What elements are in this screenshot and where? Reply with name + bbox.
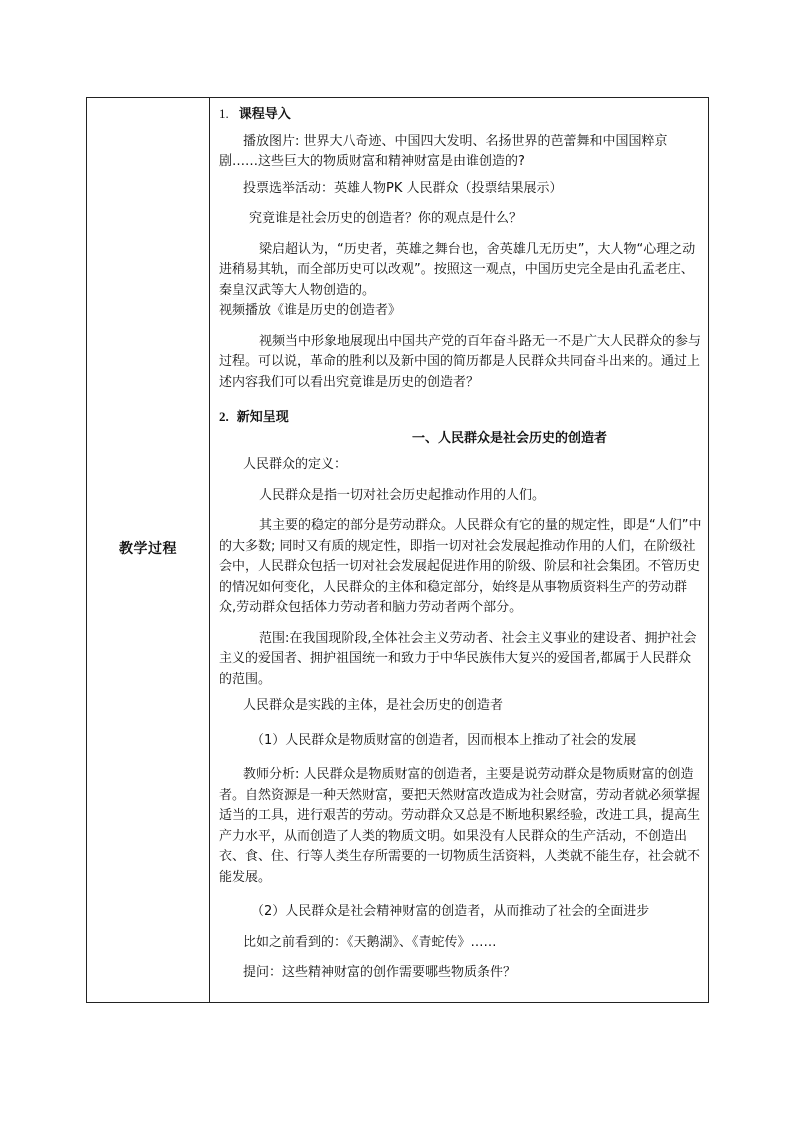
example-works-line: 比如之前看到的：《天鹅湖》、《青蛇传》…… xyxy=(243,934,497,950)
intro-paragraph-images: 播放图片: 世界大八奇迹、中国四大发明、名扬世界的芭蕾舞和中国国粹京剧……这些巨大的物质财富和精神财富是由谁创造的? xyxy=(219,133,668,169)
section-1-heading xyxy=(219,104,703,126)
section-1-title: 课程导入 xyxy=(238,107,291,122)
lesson-table xyxy=(86,97,709,1003)
point-1-material-wealth: （1）人民群众是物质财富的创造者，因而根本上推动了社会的发展 xyxy=(251,732,637,748)
question-line: 提问：这些精神财富的创作需要哪些物质条件？ xyxy=(243,965,517,980)
intro-paragraph-video: 视频播放《谁是历史的创造者》 xyxy=(219,303,402,318)
row-label-teaching-process: 教学过程 xyxy=(119,541,177,557)
teacher-analysis-paragraph: 教师分析: 人民群众是物质财富的创造者，主要是说劳动群众是物质财富的创造者。自然资源是一种天然财富，要把天然财富改造成为社会财富，劳动者就必须掌握适当的工具，进行艰苦的劳动。劳动群众又总是不断地积累经验，改进工具，提高生产力水平，从而创造了人类的物质文明。如果没有人民群众的生产活动，不创造出衣、食、住、行等人类生存所需要的一切物质生活资料，人类就不能生存，社会就不能发展。 xyxy=(219,767,701,885)
point-2-spiritual-wealth: （2）人民群众是社会精神财富的创造者，从而推动了社会的全面进步 xyxy=(251,904,650,919)
column-divider xyxy=(209,98,210,1002)
practice-subject-line: 人民群众是实践的主体，是社会历史的创造者 xyxy=(243,698,504,713)
scope-paragraph: 范围:在我国现阶段,全体社会主义劳动者、社会主义事业的建设者、拥护社会主义的爱国者、拥护祖国统一和致力于中华民族伟大复兴的爱国者,都属于人民群众的范围。 xyxy=(219,630,697,687)
definition-text: 人民群众是指一切对社会历史起推动作用的人们。 xyxy=(259,487,546,503)
intro-paragraph-vote: 投票选举活动：英雄人物PK 人民群众（投票结果展示） xyxy=(243,180,563,196)
section-2-title: 新知呈现 xyxy=(236,410,289,425)
lesson-content xyxy=(219,104,703,984)
labor-masses-paragraph: 其主要的稳定的部分是劳动群众。人民群众有它的量的规定性，即是“人们”中的大多数; 同时又有质的规定性，即指一切对社会发展起推动作用的人们，在阶级社会中，人民群众包括一切对社会发展起促进作用的阶级、阶层和社会集团。不管历史的情况如何变化，人民群众的主体和稳定部分，始终是从事物质资料生产的劳动群众,劳动群众包括体力劳动者和脑力劳动者两个部分。 xyxy=(219,518,702,615)
section-2-number: 2. xyxy=(219,409,229,424)
section-2-subtitle: 一、人民群众是社会历史的创造者 xyxy=(411,430,607,446)
intro-paragraph-video-summary: 视频当中形象地展现出中国共产党的百年奋斗路无一不是广大人民群众的参与过程。可以说，革命的胜利以及新中国的简历都是人民群众共同奋斗出来的。通过上述内容我们可以看出究竟谁是历史的创造者？ xyxy=(219,333,702,390)
intro-paragraph-liang-qichao: 梁启超认为，“历史者，英雄之舞台也，舍英雄几无历史”，大人物“心理之动进稍易其轨，而全部历史可以改观”。按照这一观点，中国历史完全是由孔孟老庄、秦皇汉武等大人物创造的。 xyxy=(219,241,696,298)
section-2-heading xyxy=(219,407,703,429)
intro-paragraph-question: 究竟谁是社会历史的创造者？你的观点是什么？ xyxy=(249,211,523,226)
section-1-number: 1. xyxy=(219,106,229,121)
definition-label: 人民群众的定义： xyxy=(243,457,348,472)
